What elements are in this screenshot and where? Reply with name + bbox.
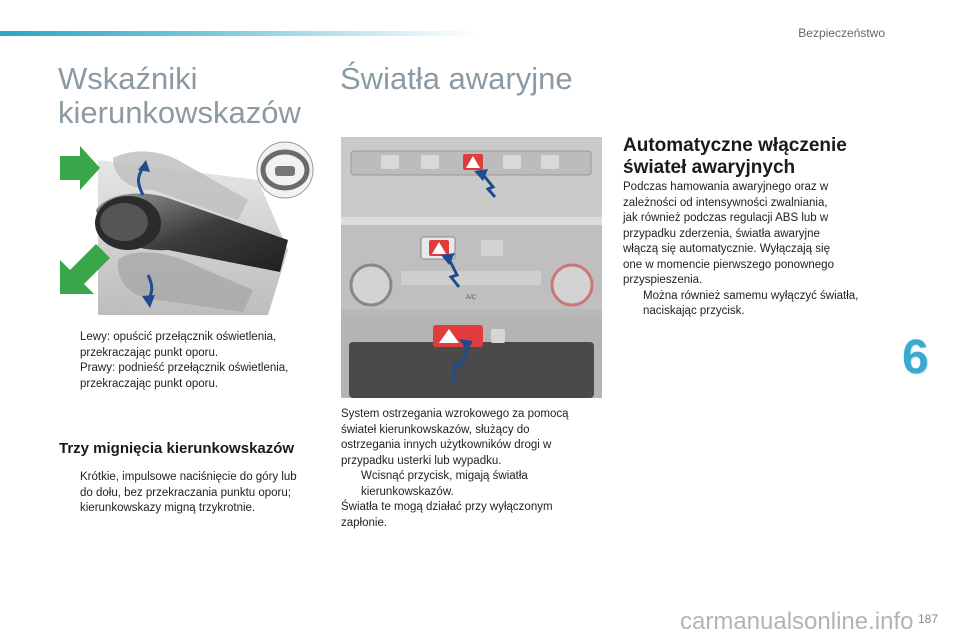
section-name: Bezpieczeństwo	[798, 26, 885, 40]
arrow-right-icon	[60, 146, 100, 190]
list-item: Wcisnąć przycisk, migają światła kierunkowskazów.	[341, 469, 606, 500]
header-accent-bar	[0, 31, 480, 36]
watermark: carmanualsonline.info	[680, 608, 914, 635]
title-turn-signals: Wskaźniki kierunkowskazów	[58, 61, 301, 130]
hazard-button-dashboard-illustration	[341, 137, 602, 398]
bullet-mark	[60, 470, 80, 517]
automatic-hazard-description: Podczas hamowania awaryjnego oraz w zależności od intensywności zwalniania, jak również podczas regulacji ABS lub w przypadku zderzenia, światła awaryjne włączą się automatycznie. Wyłączają się one w momencie pierwszego ponownego przyspieszenia. Można również samemu wyłączyć światła, naciskając przycisk.	[623, 180, 893, 320]
dashboard-ac-label: A/C	[465, 295, 477, 301]
bullet-mark	[60, 330, 80, 361]
turn-signal-stalk-illustration	[58, 140, 320, 315]
bullet-mark	[623, 289, 643, 320]
chapter-number: 6	[902, 331, 928, 384]
list-item: Lewy: opuścić przełącznik oświetlenia, przekraczając punkt oporu.	[60, 330, 320, 361]
page-number: 187	[917, 612, 938, 626]
bullet-mark	[60, 361, 80, 392]
list-item: Można również samemu wyłączyć światła, naciskając przycisk.	[623, 289, 893, 320]
stalk-instructions	[60, 330, 320, 392]
subtitle-three-flashes: Trzy mignięcia kierunkowskazów	[59, 440, 295, 457]
hazard-description: System ostrzegania wzrokowego za pomocą świateł kierunkowskazów, służący do ostrzegania innych użytkowników drogi w przypadku usterki lub wypadku. Wcisnąć przycisk, migają światła kierunkowskazów. Światła te mogą działać przy wyłączonym zapłonie.	[341, 407, 606, 531]
list-item: Prawy: podnieść przełącznik oświetlenia, przekraczając punkt oporu.	[60, 361, 320, 392]
title-hazard-lights: Światła awaryjne	[340, 61, 573, 96]
subtitle-automatic-hazard: Automatyczne włączenie świateł awaryjnych	[623, 135, 847, 178]
list-item: Krótkie, impulsowe naciśnięcie do góry lub do dołu, bez przekraczania punktu oporu; kierunkowskazy migną trzykrotnie.	[60, 470, 320, 517]
three-flashes-instructions	[60, 470, 320, 517]
bullet-mark	[341, 469, 361, 500]
